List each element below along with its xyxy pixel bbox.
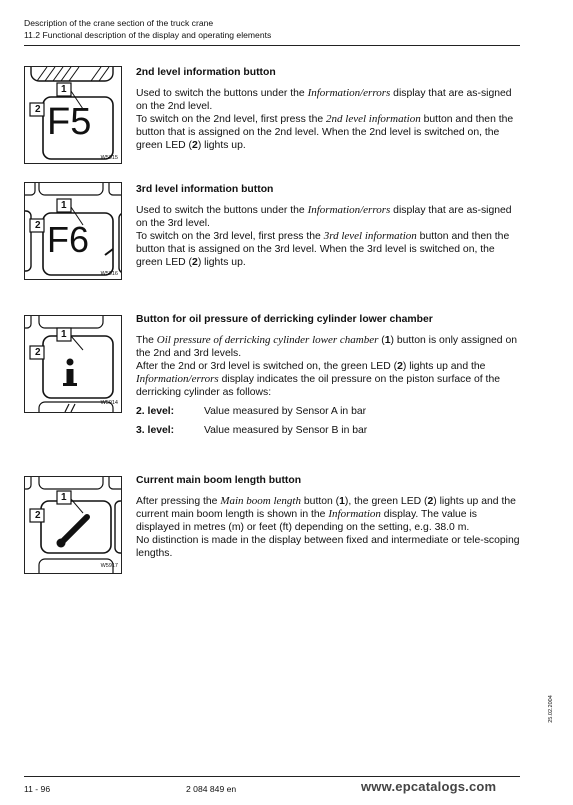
section-3rd-level	[136, 183, 521, 269]
section-text-1: Used to switch the buttons under the Information/errors display that are as-signed on the 3rd level.	[136, 204, 512, 229]
level-row: 3. level: Value measured by Sensor B in bar	[136, 425, 368, 436]
footer-rule	[24, 776, 520, 777]
figure-button-label: 1	[61, 329, 67, 340]
section-text-2: To switch on the 3rd level, first press the 3rd level information button and then the button that is assigned on the 3rd level. When the 3rd level is switched on, the green LED (2) lights up.	[136, 230, 510, 268]
figure-code: W5915	[100, 155, 118, 161]
figure-code: W5914	[100, 400, 118, 406]
key-legend: F5	[47, 101, 92, 143]
level-row: 2. level: Value measured by Sensor A in bar	[136, 406, 367, 417]
figure-button-label: 1	[61, 200, 67, 211]
section-text-2: To switch on the 2nd level, first press the 2nd level information button and then the button that is assigned on the 2nd level. When the 2nd level is switched on, the green LED (2) lights up.	[136, 113, 514, 151]
figure-button-label: 1	[61, 492, 67, 503]
section-title: 3rd level information button	[136, 184, 274, 195]
figure-led-label: 2	[35, 220, 41, 231]
boom-key-drawing	[25, 477, 121, 573]
boom-icon	[61, 517, 87, 543]
header-section: 11.2 Functional description of the display and operating elements	[24, 30, 272, 40]
section-text-2: No distinction is made in the display between fixed and intermediate or tele-scoping lengths.	[136, 535, 520, 559]
watermark: www.epcatalogs.com	[361, 779, 497, 794]
section-text-2: After the 2nd or 3rd level is switched on, the green LED (2) lights up and the Information/errors display indicates the oil pressure on the piston surface of the derricking cylinder as follows:	[136, 361, 501, 398]
figure-code: W5916	[100, 271, 118, 277]
figure-button-label: 1	[61, 84, 67, 95]
figure-oil-pressure-button	[24, 315, 122, 413]
key-legend: F6	[47, 219, 90, 260]
section-title: Current main boom length button	[136, 475, 302, 486]
page-number: 11 - 96	[24, 784, 51, 794]
section-text-1: The Oil pressure of derricking cylinder lower chamber (1) button is only assigned on the 2nd and 3rd levels.	[136, 334, 518, 359]
figure-led-label: 2	[35, 510, 41, 521]
section-text-1: After pressing the Main boom length button (1), the green LED (2) lights up and the current main boom length is shown in the Information display. The value is displayed in metres (m) or feet (ft) depending on the setting, e.g. 38.0 m.	[136, 495, 516, 533]
figure-main-boom-length-button	[24, 476, 122, 574]
section-boom-length	[136, 474, 521, 560]
section-title: Button for oil pressure of derricking cylinder lower chamber	[136, 314, 433, 325]
figure-f6-button	[24, 182, 122, 280]
header-rule	[24, 45, 520, 46]
figure-led-label: 2	[35, 347, 41, 358]
info-key-drawing	[25, 316, 121, 412]
section-2nd-level	[136, 66, 521, 152]
figure-code: W5917	[100, 563, 118, 569]
header-chapter: Description of the crane section of the truck crane	[24, 18, 214, 28]
section-oil-pressure	[136, 313, 521, 437]
figure-led-label: 2	[35, 104, 41, 115]
section-title: 2nd level information button	[136, 67, 276, 78]
info-stem	[67, 369, 74, 385]
section-text-1: Used to switch the buttons under the Information/errors display that are as-signed on the 2nd level.	[136, 87, 512, 112]
info-dot	[67, 359, 74, 366]
figure-f5-button	[24, 66, 122, 164]
side-date: 25.02.2004	[547, 695, 554, 723]
document-number: 2 084 849 en	[186, 784, 237, 794]
